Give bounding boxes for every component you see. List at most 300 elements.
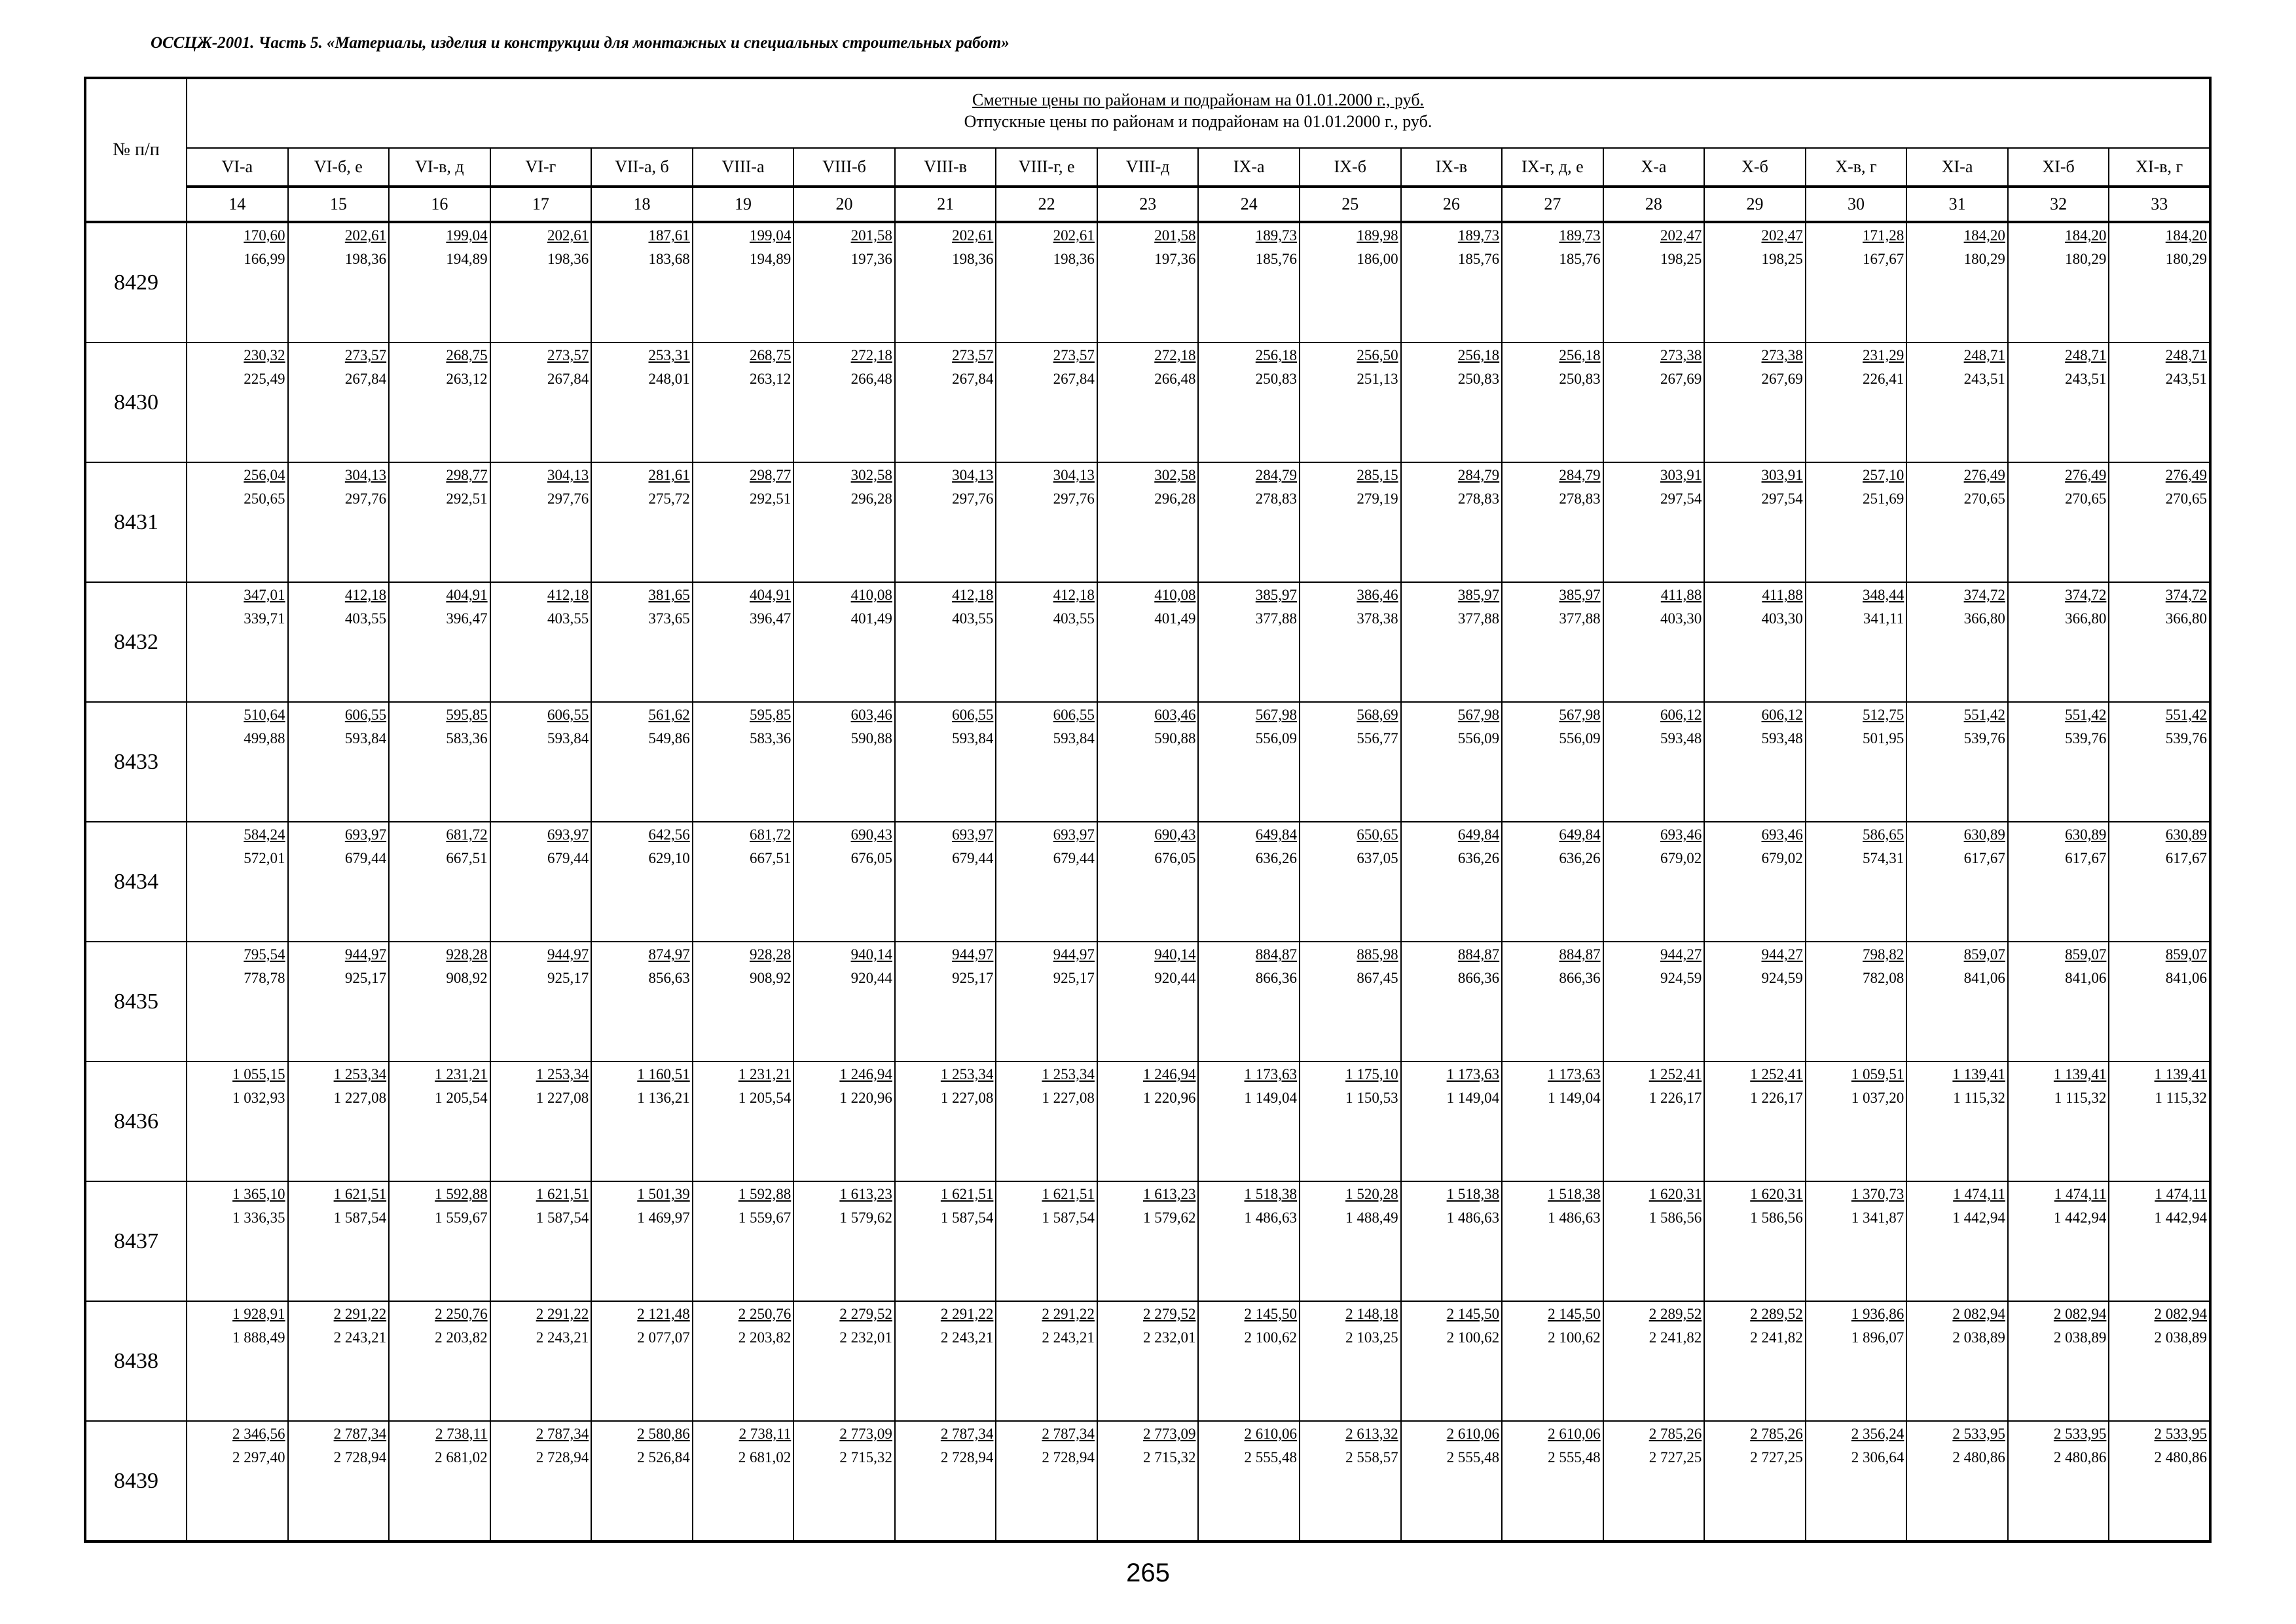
price-cell bbox=[1300, 1301, 1401, 1421]
release-price: 2 728,94 bbox=[1042, 1449, 1095, 1466]
price-cell bbox=[996, 222, 1097, 342]
price-cell bbox=[2008, 942, 2109, 1061]
release-price: 251,13 bbox=[1357, 371, 1398, 387]
price-cell bbox=[1704, 702, 1806, 822]
release-price: 250,65 bbox=[244, 490, 285, 507]
item-code: 8433 bbox=[85, 702, 187, 822]
region-header: IX-а bbox=[1198, 148, 1300, 187]
price-cell bbox=[490, 1181, 592, 1301]
estimate-price: 184,20 bbox=[1963, 227, 2005, 244]
release-price: 275,72 bbox=[648, 490, 690, 507]
release-price: 243,51 bbox=[2165, 371, 2207, 387]
estimate-price: 2 291,22 bbox=[333, 1306, 387, 1322]
release-price: 377,88 bbox=[1457, 610, 1500, 627]
column-number: 30 bbox=[1806, 187, 1907, 222]
estimate-price: 187,61 bbox=[648, 227, 690, 244]
price-cell bbox=[1198, 222, 1300, 342]
estimate-price: 1 518,38 bbox=[1548, 1186, 1601, 1202]
release-price: 198,36 bbox=[547, 251, 589, 267]
price-cell bbox=[1401, 942, 1503, 1061]
estimate-price: 2 291,22 bbox=[940, 1306, 994, 1322]
release-price: 2 103,25 bbox=[1345, 1329, 1398, 1346]
price-cell bbox=[1704, 1301, 1806, 1421]
region-header: X-а bbox=[1603, 148, 1705, 187]
region-header: VIII-в bbox=[895, 148, 996, 187]
estimate-price: 693,97 bbox=[547, 826, 589, 843]
estimate-price: 281,61 bbox=[648, 467, 690, 483]
price-cell bbox=[288, 462, 390, 582]
release-price: 267,84 bbox=[1053, 371, 1095, 387]
price-cell bbox=[1198, 822, 1300, 942]
price-cell bbox=[1704, 822, 1806, 942]
price-cell bbox=[996, 582, 1097, 702]
price-cell bbox=[187, 1061, 288, 1181]
release-price: 339,71 bbox=[244, 610, 285, 627]
price-cell bbox=[1806, 1301, 1907, 1421]
estimate-price: 202,61 bbox=[1053, 227, 1095, 244]
estimate-price: 693,46 bbox=[1660, 826, 1702, 843]
table-row bbox=[85, 1181, 2210, 1301]
region-header: VI-б, е bbox=[288, 148, 390, 187]
release-price: 198,25 bbox=[1660, 251, 1702, 267]
price-cell bbox=[895, 1181, 996, 1301]
price-cell bbox=[1198, 702, 1300, 822]
estimate-price: 411,88 bbox=[1762, 587, 1803, 603]
price-cell bbox=[1502, 822, 1603, 942]
estimate-price: 1 173,63 bbox=[1548, 1066, 1601, 1082]
price-cell bbox=[895, 1301, 996, 1421]
estimate-price: 171,28 bbox=[1863, 227, 1904, 244]
price-cell bbox=[895, 222, 996, 342]
release-price: 1 442,94 bbox=[2154, 1209, 2207, 1226]
price-cell bbox=[793, 702, 895, 822]
price-cell bbox=[591, 702, 693, 822]
price-cell bbox=[1502, 1421, 1603, 1541]
price-cell bbox=[288, 1181, 390, 1301]
table-row bbox=[85, 462, 2210, 582]
release-price: 679,44 bbox=[547, 850, 589, 866]
release-price: 667,51 bbox=[446, 850, 488, 866]
estimate-price: 584,24 bbox=[244, 826, 285, 843]
estimate-price: 273,57 bbox=[547, 347, 589, 363]
release-price: 1 587,54 bbox=[1042, 1209, 1095, 1226]
estimate-price: 256,04 bbox=[244, 467, 285, 483]
estimate-price: 256,18 bbox=[1559, 347, 1601, 363]
price-cell bbox=[1806, 1421, 1907, 1541]
release-price: 2 727,25 bbox=[1750, 1449, 1803, 1466]
release-price: 593,84 bbox=[547, 730, 589, 747]
price-cell bbox=[1806, 942, 1907, 1061]
release-price: 1 205,54 bbox=[738, 1090, 792, 1106]
release-price: 2 077,07 bbox=[637, 1329, 690, 1346]
release-price: 2 728,94 bbox=[536, 1449, 589, 1466]
price-cell bbox=[389, 1301, 490, 1421]
price-cell bbox=[793, 582, 895, 702]
release-price: 1 888,49 bbox=[232, 1329, 285, 1346]
estimate-price: 202,61 bbox=[547, 227, 589, 244]
estimate-price: 201,58 bbox=[850, 227, 892, 244]
price-cell bbox=[2109, 942, 2210, 1061]
page-header: ОССЦЖ-2001. Часть 5. «Материалы, изделия и конструкции для монтажных и специальных строительных работ» bbox=[151, 34, 1010, 52]
price-cell bbox=[996, 342, 1097, 462]
column-number: 17 bbox=[490, 187, 592, 222]
release-price: 1 559,67 bbox=[435, 1209, 488, 1226]
release-price: 1 469,97 bbox=[637, 1209, 690, 1226]
estimate-price: 412,18 bbox=[952, 587, 994, 603]
price-cell bbox=[1806, 582, 1907, 702]
table-row bbox=[85, 582, 2210, 702]
estimate-price: 2 082,94 bbox=[2154, 1306, 2207, 1322]
release-price: 2 715,32 bbox=[839, 1449, 892, 1466]
estimate-price: 189,98 bbox=[1357, 227, 1398, 244]
price-cell bbox=[591, 222, 693, 342]
release-price: 297,76 bbox=[1053, 490, 1095, 507]
price-cell bbox=[895, 462, 996, 582]
price-cell bbox=[1198, 462, 1300, 582]
release-price: 637,05 bbox=[1357, 850, 1398, 866]
price-cell bbox=[490, 342, 592, 462]
estimate-price: 273,57 bbox=[344, 347, 387, 363]
release-price: 590,88 bbox=[1154, 730, 1196, 747]
estimate-price: 551,42 bbox=[2165, 707, 2207, 723]
item-code: 8439 bbox=[85, 1421, 187, 1541]
release-price: 593,84 bbox=[1053, 730, 1095, 747]
price-cell bbox=[389, 1181, 490, 1301]
price-cell bbox=[1401, 822, 1503, 942]
release-price: 2 555,48 bbox=[1548, 1449, 1601, 1466]
price-cell bbox=[389, 1421, 490, 1541]
estimate-price: 606,55 bbox=[952, 707, 994, 723]
estimate-price: 1 474,11 bbox=[2155, 1186, 2207, 1202]
price-cell bbox=[591, 342, 693, 462]
release-price: 1 586,56 bbox=[1649, 1209, 1702, 1226]
release-price: 2 715,32 bbox=[1142, 1449, 1196, 1466]
release-price: 267,84 bbox=[547, 371, 589, 387]
price-cell bbox=[693, 462, 794, 582]
release-price: 1 037,20 bbox=[1851, 1090, 1904, 1106]
estimate-price: 603,46 bbox=[850, 707, 892, 723]
region-header: IX-в bbox=[1401, 148, 1503, 187]
release-price: 549,86 bbox=[648, 730, 690, 747]
estimate-price: 884,87 bbox=[1559, 946, 1601, 963]
estimate-price: 273,38 bbox=[1660, 347, 1702, 363]
price-cell bbox=[996, 1061, 1097, 1181]
release-price: 501,95 bbox=[1863, 730, 1904, 747]
release-price: 2 480,86 bbox=[2053, 1449, 2107, 1466]
release-price: 292,51 bbox=[446, 490, 488, 507]
region-header: IX-г, д, е bbox=[1502, 148, 1603, 187]
estimate-price: 1 936,86 bbox=[1851, 1306, 1904, 1322]
region-header: X-в, г bbox=[1806, 148, 1907, 187]
release-price: 180,29 bbox=[2065, 251, 2107, 267]
estimate-prices-title: Сметные цены по районам и подрайонам на 01.01.2000 г., руб. bbox=[972, 90, 1425, 109]
column-number: 22 bbox=[996, 187, 1097, 222]
price-cell bbox=[895, 1061, 996, 1181]
price-cell bbox=[1502, 222, 1603, 342]
release-price: 629,10 bbox=[648, 850, 690, 866]
item-code: 8438 bbox=[85, 1301, 187, 1421]
estimate-price: 940,14 bbox=[850, 946, 892, 963]
release-price: 250,83 bbox=[1255, 371, 1298, 387]
release-price: 1 587,54 bbox=[333, 1209, 387, 1226]
estimate-price: 411,88 bbox=[1660, 587, 1702, 603]
price-cell bbox=[1300, 222, 1401, 342]
release-price: 1 587,54 bbox=[536, 1209, 589, 1226]
price-cell bbox=[693, 1421, 794, 1541]
estimate-price: 1 253,34 bbox=[536, 1066, 589, 1082]
estimate-price: 1 253,34 bbox=[940, 1066, 994, 1082]
estimate-price: 184,20 bbox=[2165, 227, 2207, 244]
price-cell bbox=[1198, 1181, 1300, 1301]
release-price: 636,26 bbox=[1559, 850, 1601, 866]
release-price: 2 232,01 bbox=[1142, 1329, 1196, 1346]
estimate-price: 944,97 bbox=[952, 946, 994, 963]
item-code: 8430 bbox=[85, 342, 187, 462]
estimate-price: 642,56 bbox=[648, 826, 690, 843]
release-price: 263,12 bbox=[750, 371, 792, 387]
table-row bbox=[85, 222, 2210, 342]
release-price: 185,76 bbox=[1255, 251, 1298, 267]
price-cell bbox=[591, 822, 693, 942]
estimate-price: 184,20 bbox=[2065, 227, 2107, 244]
price-cell bbox=[895, 822, 996, 942]
price-cell bbox=[1603, 1301, 1705, 1421]
price-cell bbox=[1097, 1301, 1199, 1421]
estimate-price: 230,32 bbox=[244, 347, 285, 363]
release-price: 267,69 bbox=[1761, 371, 1803, 387]
estimate-price: 304,13 bbox=[547, 467, 589, 483]
estimate-price: 1 474,11 bbox=[2054, 1186, 2107, 1202]
release-price: 2 241,82 bbox=[1649, 1329, 1702, 1346]
estimate-price: 272,18 bbox=[1154, 347, 1196, 363]
price-cell bbox=[187, 582, 288, 702]
price-cell bbox=[1704, 1061, 1806, 1181]
estimate-price: 302,58 bbox=[850, 467, 892, 483]
price-cell bbox=[288, 1061, 390, 1181]
price-cell bbox=[693, 1301, 794, 1421]
price-cell bbox=[1603, 942, 1705, 1061]
estimate-price: 285,15 bbox=[1357, 467, 1398, 483]
release-price: 1 442,94 bbox=[1952, 1209, 2005, 1226]
estimate-price: 1 613,23 bbox=[1142, 1186, 1196, 1202]
price-cell bbox=[1704, 1421, 1806, 1541]
estimate-price: 1 370,73 bbox=[1851, 1186, 1904, 1202]
price-cell bbox=[591, 582, 693, 702]
release-price: 279,19 bbox=[1357, 490, 1398, 507]
release-price: 2 038,89 bbox=[1952, 1329, 2005, 1346]
estimate-price: 268,75 bbox=[750, 347, 792, 363]
price-cell bbox=[1906, 1181, 2008, 1301]
release-price: 292,51 bbox=[750, 490, 792, 507]
price-cell bbox=[187, 1181, 288, 1301]
price-cell bbox=[1502, 942, 1603, 1061]
release-price: 366,80 bbox=[2065, 610, 2107, 627]
page-number: 265 bbox=[1126, 1559, 1170, 1587]
price-cell bbox=[187, 702, 288, 822]
release-price: 366,80 bbox=[1963, 610, 2005, 627]
price-cell bbox=[1603, 222, 1705, 342]
release-price: 396,47 bbox=[446, 610, 488, 627]
column-number: 20 bbox=[793, 187, 895, 222]
price-cell bbox=[1806, 1061, 1907, 1181]
price-cell bbox=[1198, 582, 1300, 702]
release-price: 297,54 bbox=[1660, 490, 1702, 507]
price-cell bbox=[996, 702, 1097, 822]
release-price: 1 227,08 bbox=[940, 1090, 994, 1106]
estimate-price: 2 610,06 bbox=[1244, 1426, 1298, 1442]
estimate-price: 284,79 bbox=[1457, 467, 1500, 483]
price-cell bbox=[1097, 1061, 1199, 1181]
release-price: 1 341,87 bbox=[1851, 1209, 1904, 1226]
release-price: 617,67 bbox=[2065, 850, 2107, 866]
price-cell bbox=[591, 1421, 693, 1541]
release-price: 778,78 bbox=[244, 970, 285, 986]
release-price: 1 220,96 bbox=[1142, 1090, 1196, 1106]
release-price: 197,36 bbox=[1154, 251, 1196, 267]
estimate-price: 681,72 bbox=[446, 826, 488, 843]
release-price: 1 579,62 bbox=[1142, 1209, 1196, 1226]
release-price: 1 149,04 bbox=[1446, 1090, 1500, 1106]
price-cell bbox=[793, 1061, 895, 1181]
price-cell bbox=[693, 342, 794, 462]
estimate-price: 374,72 bbox=[2165, 587, 2207, 603]
estimate-price: 303,91 bbox=[1761, 467, 1803, 483]
price-cell bbox=[996, 462, 1097, 582]
price-cell bbox=[1300, 1421, 1401, 1541]
release-price: 297,76 bbox=[344, 490, 387, 507]
price-cell bbox=[490, 1421, 592, 1541]
release-price: 243,51 bbox=[2065, 371, 2107, 387]
estimate-price: 410,08 bbox=[1154, 587, 1196, 603]
column-number: 29 bbox=[1704, 187, 1806, 222]
release-price: 572,01 bbox=[244, 850, 285, 866]
estimate-price: 2 082,94 bbox=[1952, 1306, 2005, 1322]
estimate-price: 606,55 bbox=[344, 707, 387, 723]
release-price: 1 442,94 bbox=[2053, 1209, 2107, 1226]
price-cell bbox=[1300, 942, 1401, 1061]
price-cell bbox=[895, 942, 996, 1061]
release-price: 667,51 bbox=[750, 850, 792, 866]
estimate-price: 170,60 bbox=[244, 227, 285, 244]
item-code: 8434 bbox=[85, 822, 187, 942]
release-price: 920,44 bbox=[1154, 970, 1196, 986]
estimate-price: 199,04 bbox=[750, 227, 792, 244]
estimate-price: 2 785,26 bbox=[1649, 1426, 1702, 1442]
estimate-price: 606,12 bbox=[1660, 707, 1702, 723]
price-cell bbox=[2109, 702, 2210, 822]
estimate-price: 693,97 bbox=[1053, 826, 1095, 843]
estimate-price: 693,97 bbox=[344, 826, 387, 843]
region-header: VIII-а bbox=[693, 148, 794, 187]
price-cell bbox=[591, 942, 693, 1061]
release-price: 1 486,63 bbox=[1548, 1209, 1601, 1226]
release-price: 590,88 bbox=[850, 730, 892, 747]
estimate-price: 273,38 bbox=[1761, 347, 1803, 363]
release-price: 2 243,21 bbox=[536, 1329, 589, 1346]
price-cell bbox=[693, 702, 794, 822]
estimate-price: 276,49 bbox=[2165, 467, 2207, 483]
release-price: 1 227,08 bbox=[333, 1090, 387, 1106]
price-cell bbox=[2109, 222, 2210, 342]
estimate-price: 1 055,15 bbox=[232, 1066, 285, 1082]
price-cell bbox=[288, 822, 390, 942]
price-cell bbox=[693, 222, 794, 342]
estimate-price: 1 365,10 bbox=[232, 1186, 285, 1202]
release-price: 1 587,54 bbox=[940, 1209, 994, 1226]
release-price: 1 336,35 bbox=[232, 1209, 285, 1226]
price-cell bbox=[1704, 1181, 1806, 1301]
release-price: 1 115,32 bbox=[2054, 1090, 2107, 1106]
column-number: 26 bbox=[1401, 187, 1503, 222]
release-price: 2 728,94 bbox=[940, 1449, 994, 1466]
price-cell bbox=[490, 702, 592, 822]
estimate-price: 2 533,95 bbox=[1952, 1426, 2005, 1442]
release-price: 2 555,48 bbox=[1244, 1449, 1298, 1466]
estimate-price: 284,79 bbox=[1255, 467, 1298, 483]
estimate-price: 385,97 bbox=[1559, 587, 1601, 603]
price-cell bbox=[1401, 582, 1503, 702]
estimate-price: 189,73 bbox=[1559, 227, 1601, 244]
estimate-price: 201,58 bbox=[1154, 227, 1196, 244]
estimate-price: 1 621,51 bbox=[940, 1186, 994, 1202]
estimate-price: 1 621,51 bbox=[536, 1186, 589, 1202]
estimate-price: 386,46 bbox=[1357, 587, 1398, 603]
estimate-price: 2 580,86 bbox=[637, 1426, 690, 1442]
release-price: 2 728,94 bbox=[333, 1449, 387, 1466]
release-price: 185,76 bbox=[1457, 251, 1500, 267]
table-row bbox=[85, 1421, 2210, 1541]
price-cell bbox=[1401, 1421, 1503, 1541]
estimate-price: 606,55 bbox=[547, 707, 589, 723]
table-row bbox=[85, 1301, 2210, 1421]
release-price: 250,83 bbox=[1457, 371, 1500, 387]
price-cell bbox=[1198, 1301, 1300, 1421]
estimate-price: 940,14 bbox=[1154, 946, 1196, 963]
release-price: 251,69 bbox=[1863, 490, 1904, 507]
release-price: 403,55 bbox=[952, 610, 994, 627]
release-price: 2 203,82 bbox=[738, 1329, 792, 1346]
estimate-price: 268,75 bbox=[446, 347, 488, 363]
price-cell bbox=[389, 342, 490, 462]
estimate-price: 284,79 bbox=[1559, 467, 1601, 483]
estimate-price: 561,62 bbox=[648, 707, 690, 723]
estimate-price: 199,04 bbox=[446, 227, 488, 244]
release-price: 1 226,17 bbox=[1649, 1090, 1702, 1106]
release-price: 1 115,32 bbox=[1953, 1090, 2005, 1106]
price-cell bbox=[187, 1421, 288, 1541]
table-row bbox=[85, 702, 2210, 822]
estimate-price: 551,42 bbox=[1963, 707, 2005, 723]
column-number: 23 bbox=[1097, 187, 1199, 222]
release-price: 2 241,82 bbox=[1750, 1329, 1803, 1346]
estimate-price: 2 787,34 bbox=[1042, 1426, 1095, 1442]
release-price: 556,77 bbox=[1357, 730, 1398, 747]
release-price: 194,89 bbox=[750, 251, 792, 267]
estimate-price: 381,65 bbox=[648, 587, 690, 603]
estimate-price: 1 139,41 bbox=[2053, 1066, 2107, 1082]
estimate-price: 1 231,21 bbox=[435, 1066, 488, 1082]
estimate-price: 681,72 bbox=[750, 826, 792, 843]
price-cell bbox=[2008, 462, 2109, 582]
column-number: 27 bbox=[1502, 187, 1603, 222]
estimate-price: 304,13 bbox=[952, 467, 994, 483]
release-price: 908,92 bbox=[750, 970, 792, 986]
price-cell bbox=[1198, 942, 1300, 1061]
price-cell bbox=[996, 822, 1097, 942]
estimate-price: 2 787,34 bbox=[333, 1426, 387, 1442]
release-price: 676,05 bbox=[850, 850, 892, 866]
price-cell bbox=[1300, 462, 1401, 582]
